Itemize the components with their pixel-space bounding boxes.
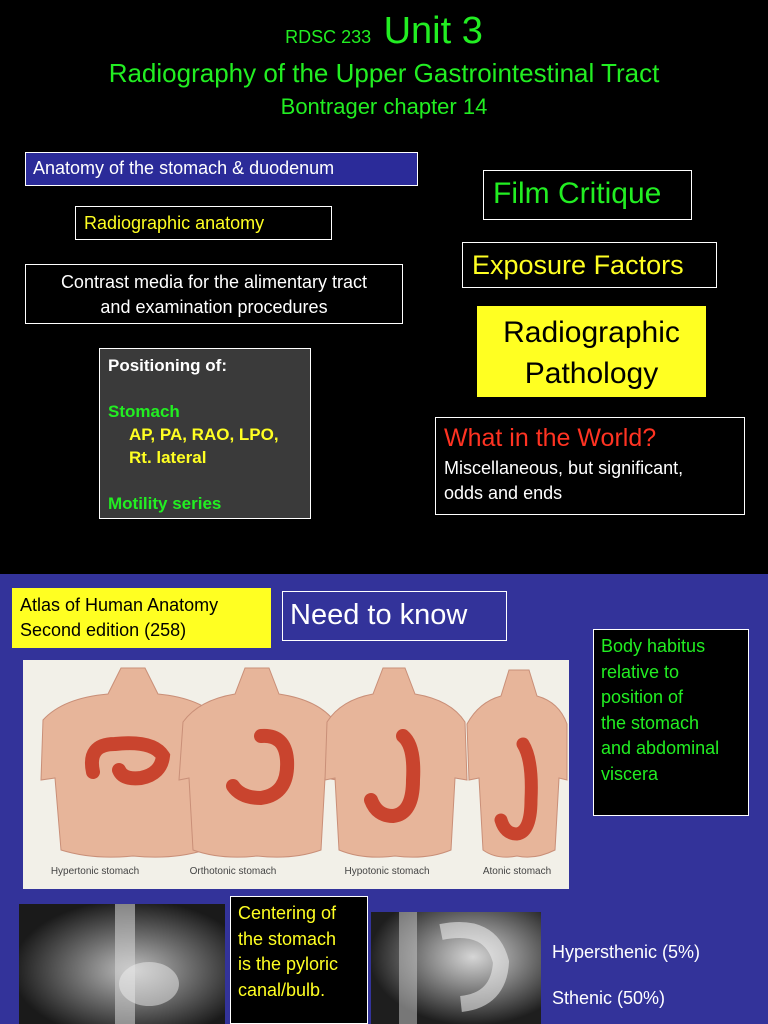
slide-body-habitus [0,574,768,1024]
habitus-line-4: the stomach [601,712,700,733]
habitus-line-2: relative to [601,661,680,682]
world-line-2: odds and ends [444,483,563,503]
need-to-know-box: Need to know [282,591,507,641]
hypersthenic-label: Hypersthenic (5%) [552,942,701,962]
contrast-media-box [25,264,403,324]
pathology-line-1: Radiographic [503,316,680,349]
caption-atonic: Atonic stomach [482,866,552,877]
xray-left-svg [19,904,225,1024]
centering-box [230,896,368,1024]
positioning-box [99,348,311,519]
atlas-line-2: Second edition (258) [20,620,187,640]
world-box [435,417,745,515]
habitus-line-6: viscera [601,763,659,784]
positioning-motility: Motility series [108,494,222,513]
positioning-views-1: AP, PA, RAO, LPO, [129,425,279,444]
contrast-line-2: and examination procedures [100,297,328,317]
caption-orthotonic: Orthotonic stomach [189,866,277,877]
positioning-stomach: Stomach [108,402,180,421]
radiographic-anatomy-box: Radiographic anatomy [75,206,332,240]
course-code: RDSC 233 [285,27,372,47]
atlas-reference-box [12,588,271,648]
contrast-line-1: Contrast media for the alimentary tract [60,272,368,292]
centering-line-1: Centering of [238,903,337,923]
xray-right-svg [371,912,541,1024]
habitus-box [593,629,749,816]
sthenic-label: Sthenic (50%) [552,988,666,1008]
positioning-views-2: Rt. lateral [129,448,207,467]
habitus-line-1: Body habitus [601,636,706,656]
habitus-line-3: position of [601,687,684,707]
anatomy-box: Anatomy of the stomach & duodenum [25,152,418,186]
unit-label: Unit 3 [383,10,483,52]
torso-hypotonic [325,668,467,857]
atlas-line-1: Atlas of Human Anatomy [20,595,219,615]
caption-hypertonic: Hypertonic stomach [50,866,140,877]
pathology-line-2: Pathology [524,357,659,390]
xray-image-left [19,904,225,1024]
positioning-heading: Positioning of: [108,356,227,375]
centering-line-2: the stomach [238,928,337,949]
slide-title: Radiography of the Upper Gastrointestinal Tract [108,58,660,88]
centering-line-3: is the pyloric [238,954,339,974]
title-block [0,10,768,53]
torso-atonic [467,670,567,857]
torso-illustration [23,660,569,889]
chapter-ref: Bontrager chapter 14 [280,94,488,119]
world-line-1: Miscellaneous, but significant, [444,458,684,478]
world-heading: What in the World? [444,424,657,452]
pathology-box [477,306,706,397]
torso-orthotonic [179,668,337,857]
film-critique-box: Film Critique [483,170,692,220]
xray-image-right [371,912,541,1024]
centering-line-4: canal/bulb. [238,979,326,1000]
habitus-line-5: and abdominal [601,738,720,758]
exposure-factors-box: Exposure Factors [462,242,717,288]
torso-svg [23,660,569,889]
caption-hypotonic: Hypotonic stomach [344,866,430,877]
